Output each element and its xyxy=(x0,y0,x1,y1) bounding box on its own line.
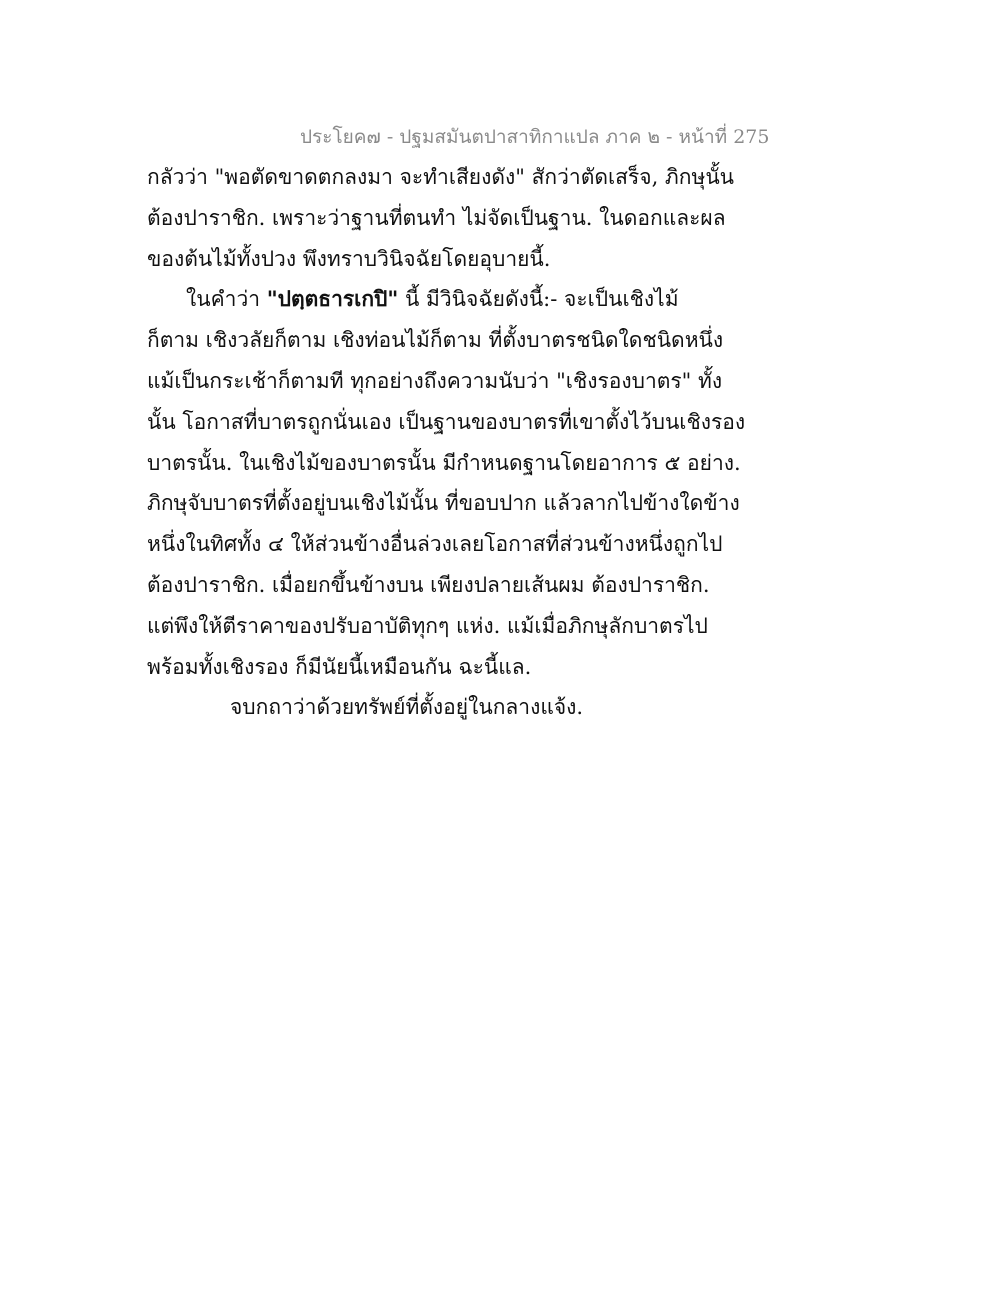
text-line: พร้อมทั้งเชิงรอง ก็มีนัยนี้เหมือนกัน ฉะนี้แล. xyxy=(147,654,532,679)
text-line: แต่พึงให้ตีราคาของปรับอาบัติทุกๆ แห่ง. แม้เมื่อภิกษุลักบาตรไป xyxy=(147,613,708,638)
intro-text-rest: นี้ มีวินิจฉัยดังนี้:- จะเป็นเชิงไม้ xyxy=(398,287,679,312)
text-line: บาตรนั้น. ในเชิงไม้ของบาตรนั้น มีกำหนดฐานโดยอาการ ๕ อย่าง. xyxy=(147,450,741,475)
text-line: แม้เป็นกระเช้าก็ตามที ทุกอย่างถึงความนับว่า "เชิงรองบาตร" ทั้ง xyxy=(147,368,723,393)
running-header: ประโยค๗ - ปฐมสมันตปาสาทิกาแปล ภาค ๒ - หน้าที่ 275 xyxy=(300,126,770,148)
text-line: ก็ตาม เชิงวลัยก็ตาม เชิงท่อนไม้ก็ตาม ที่ตั้งบาตรชนิดใดชนิดหนึ่ง xyxy=(147,328,724,353)
text-line: ต้องปาราชิก. เพราะว่าฐานที่ตนทำ ไม่จัดเป็นฐาน. ในดอกและผล xyxy=(147,205,726,230)
pali-term: "ปตฺตธารเกปิ" xyxy=(266,286,399,312)
body-text xyxy=(147,157,746,728)
paragraph-start-line xyxy=(147,279,707,320)
text-line: ของต้นไม้ทั้งปวง พึงทราบวินิจฉัยโดยอุบายนี้. xyxy=(147,246,551,271)
text-line: กลัวว่า "พอตัดขาดตกลงมา จะทำเสียงดัง" สักว่าตัดเสร็จ, ภิกษุนั้น xyxy=(147,165,735,189)
text-line: นั้น โอกาสที่บาตรถูกนั่นเอง เป็นฐานของบาตรที่เขาตั้งไว้บนเชิงรอง xyxy=(147,409,746,434)
text-line: ภิกษุจับบาตรที่ตั้งอยู่บนเชิงไม้นั้น ที่ขอบปาก แล้วลากไปข้างใดข้าง xyxy=(147,491,740,516)
text-line: ต้องปาราชิก. เมื่อยกขึ้นข้างบน เพียงปลายเส้นผม ต้องปาราชิก. xyxy=(147,572,710,597)
section-closing: จบกถาว่าด้วยทรัพย์ที่ตั้งอยู่ในกลางแจ้ง. xyxy=(230,695,584,720)
text-line: หนึ่งในทิศทั้ง ๔ ให้ส่วนข้างอื่นล่วงเลยโอกาสที่ส่วนข้างหนึ่งถูกไป xyxy=(147,532,723,557)
intro-text: ในคำว่า xyxy=(186,287,267,312)
